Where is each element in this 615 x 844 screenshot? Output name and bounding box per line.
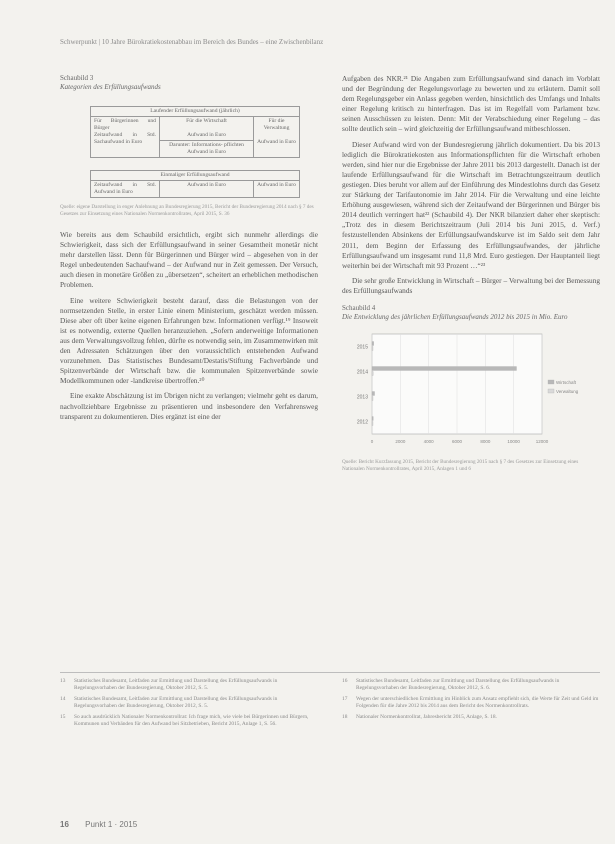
- ongoing-administration: Für die Verwaltung Aufwand in Euro: [254, 117, 300, 158]
- x-tick-label: 6000: [451, 438, 463, 444]
- legend-swatch: [548, 380, 554, 384]
- footnote-number: 14: [60, 696, 66, 702]
- x-tick-label: 2000: [395, 438, 406, 444]
- footnote: [342, 696, 600, 710]
- bar: [372, 341, 374, 345]
- expenditure-bar-chart: [342, 322, 600, 452]
- y-category-label: 2015: [356, 344, 368, 351]
- y-category-label: 2014: [356, 369, 368, 376]
- footnote: [60, 678, 310, 692]
- onetime-header: Einmaliger Erfüllungsaufwand: [91, 171, 300, 181]
- schaubild4-source: Quelle: Bericht Kurzfassung 2015, Bericht der Bundesregierung 2015 nach § 7 des Gesetzes zur Einsetzung eines Nationalen Normenkontrollrates, April 2015, Anlagen 1 und 6: [342, 459, 579, 473]
- running-header: Schwerpunkt | 10 Jahre Bürokratiekostenabbau im Bereich des Bundes – eine Zwischenbilanz: [60, 38, 324, 46]
- x-tick-label: 8000: [480, 438, 491, 444]
- schaubild4-label: Schaubild 4: [342, 303, 376, 312]
- footnote: [342, 714, 600, 721]
- footnote: [342, 678, 600, 692]
- page-number: 16: [60, 820, 69, 829]
- footnote-text: So auch ausdrücklich Nationaler Normenkontrollrat: Ich frage mich, wie viele bei Bürgerinnen und Bürgern, Kommunen und Verbänden für den Aufwand bei Sitzbetrieben, Bericht 2015, Anlage 1, S. 56.: [74, 714, 309, 727]
- paragraph: Aufgaben des NKR.²¹ Die Angaben zum Erfüllungsaufwand sind danach im Vorblatt und der Begründung der Regelungsvorlage zu bewerten und zu erläutern. Damit soll dem Regelungsgeber ein Anlass gegeben werden, hinsichtlich des Umfangs und Inhalts einer Regelung kritisch zu hinterfragen. Das ist im Regelfall vom Parlament bzw. seinen Ausschüssen zu leisten. Denn: Mit der Verabschiedung einer Regelung – das sollte deutlich sein – wird gleichzeitig der Erfüllungsaufwand mitbeschlossen.: [342, 74, 600, 134]
- y-category-label: 2013: [356, 394, 368, 401]
- bar: [372, 371, 373, 375]
- bar: [372, 366, 517, 370]
- x-tick-label: 0: [370, 438, 374, 444]
- left-column: [60, 74, 318, 427]
- footnote-text: Statistisches Bundesamt, Leitfaden zur Ermittlung und Darstellung des Erfüllungsaufwands in Regelungsvorhaben der Bundesregierung, Oktober 2012, S. 5.: [74, 696, 278, 709]
- footnote-text: Statistisches Bundesamt, Leitfaden zur Ermittlung und Darstellung des Erfüllungsaufwands in Regelungsvorhaben der Bundesregierung, Oktober 2012, S. 5.: [74, 678, 278, 691]
- onetime-administration: Aufwand in Euro: [254, 181, 300, 198]
- x-tick-label: 12000: [535, 438, 549, 444]
- onetime-citizens: Zeitaufwand in Std. Aufwand in Euro: [91, 181, 160, 198]
- footnote-text: Statistisches Bundesamt, Leitfaden zur Ermittlung und Darstellung des Erfüllungsaufwands in Regelungsvorhaben der Bundesregierung, Oktober 2012, S. 6.: [356, 678, 560, 691]
- schaubild3-title: Kategorien des Erfüllungsaufwands: [60, 83, 161, 91]
- ongoing-business: Für die Wirtschaft Aufwand in Euro: [159, 117, 253, 141]
- legend-label: Verwaltung: [556, 388, 579, 394]
- footnote-number: 13: [60, 678, 66, 684]
- bar: [372, 346, 373, 350]
- paragraph: Die sehr große Entwicklung in Wirtschaft – Bürger – Verwaltung bei der Bemessung des Erfüllungsaufwands: [342, 275, 600, 295]
- footnote-text: Nationaler Normenkontrollrat, Jahresbericht 2015, Anlage, S. 18.: [356, 714, 497, 720]
- ongoing-citizens: Für Bürgerinnen und Bürger Zeitaufwand in Std. Sachaufwand in Euro: [91, 117, 160, 158]
- paragraph: Dieser Aufwand wird von der Bundesregierung jährlich dokumentiert. Da bis 2013 lediglich die Bürokratiekosten aus Informationspflichten für die Wirtschaft erhoben werden, sind hier nur die Ergebnisse der Jahre 2011 bis 2013 dargestellt. Danach ist der laufende Erfüllungsaufwand für die Wirtschaft im Betrachtungszeitraum deutlich gestiegen. Dies beruht vor allem auf der Einführung des Mindestlohns durch das Gesetz zur Stärkung der Tarifautonomie im Jahr 2014. Für die Verwaltung und eine leichte Erhöhung ausgewiesen, während sich der Zeitaufwand der Bürgerinnen und Bürger bis 2014 deutlich verringert hat²² (Schaubild 4). Der NKR bilanziert daher eher skeptisch: „Trotz des in diesem Berichtszeitraum (Juli 2014 bis Juni 2015, d. Verf.) festzustellenden Absinkens der Erfüllungsaufwandskurve ist im Saldo seit dem Jahr 2011, dem Beginn der Erfassung des Erfüllungsaufwandes, der jährliche Erfüllungsaufwand um insgesamt rund 11,8 Mrd. Euro gestiegen. Der Hauptanteil liegt weiterhin bei der Wirtschaft mit 93 Prozent …“²³: [342, 139, 600, 270]
- legend-label: Wirtschaft: [556, 379, 577, 385]
- schaubild3-source: Quelle: eigene Darstellung in enger Anlehnung an Bundesregierung 2015, Bericht der Bundesregierung 2014 nach § 7 des Gesetzes zur Einsetzung eines Nationalen Normenkontrollrates, April 2015, S. 36: [60, 204, 314, 217]
- x-tick-label: 10000: [507, 438, 520, 444]
- footnote-number: 18: [342, 714, 348, 720]
- footnote-divider: [60, 672, 600, 673]
- footnote-number: 15: [60, 714, 66, 720]
- ongoing-header: Laufender Erfüllungsaufwand (jährlich): [91, 107, 300, 117]
- footnotes-left: [60, 678, 310, 732]
- legend-swatch: [548, 389, 554, 393]
- page-footer: [60, 820, 137, 829]
- x-tick-label: 4000: [423, 438, 434, 444]
- footnote-text: Wegen der unterschiedlichen Ermittlung im Hinblick zum Ansatz empfiehlt sich, die Werte für Zeit und Geld im Folgenden für die Jahre 2012 bis 2014 aus dem Bericht des Normenkontrollrats.: [356, 696, 599, 709]
- category-table-ongoing: [90, 106, 300, 158]
- paragraph: Eine weitere Schwierigkeit besteht darauf, dass die Belastungen von der normsetzenden Stelle, in erster Linie einem Ministerium, geschätzt werden müssen. Diese aber oft über keine eigenen Erfahrungen bzw. Informationen verfügt.¹⁹ Insoweit ist es notwendig, externe Quellen heranzuziehen. „Sofern anderweitige Informationen aus dem Verwaltungsvollzug fehlen, dürfte es notwendig sein, im Zusammenwirken mit den Adressaten Schätzungen über den voraussichtlich entstehenden Aufwand vorzunehmen. Das Statistisches Bundesamt/Destatis/Stiftung Fachverbände und Spitzenverbände der Wirtschaft bzw. die kommunalen Spitzenverbände sowie Modellkommunen oder -landkreise übertroffen.²⁰: [60, 295, 318, 386]
- bar: [372, 391, 375, 395]
- paragraph: Wie bereits aus dem Schaubild ersichtlich, ergibt sich nunmehr allerdings die Schwierigkeit, dass sich der Erfüllungsaufwand in seiner Gesamtheit monetär nicht mehr darstellen lässt. Denn für Bürgerinnen und Bürger wird – abgesehen von in der Regel unbedeutenden Sachaufwand – der Aufwand nur in Zeit gemessen. Der Versuch, auch diesen in monetäre Größen zu „übersetzen“, scheitert an erheblichen methodischen Problemen.: [60, 230, 318, 290]
- schaubild3-label: Schaubild 3: [60, 74, 94, 82]
- y-category-label: 2012: [356, 419, 368, 426]
- bar: [372, 396, 373, 400]
- right-column: [342, 74, 600, 485]
- ongoing-info-obligations: Darunter: Informations- pflichten Aufwand in Euro: [159, 141, 253, 158]
- footnote: [60, 696, 310, 710]
- footnote-number: 16: [342, 678, 348, 684]
- bar: [372, 416, 373, 420]
- onetime-business: Aufwand in Euro: [159, 181, 253, 198]
- footnotes-right: [342, 678, 600, 725]
- category-table-onetime: [90, 170, 300, 198]
- footnote-number: 17: [342, 696, 348, 702]
- issue-label: Punkt 1 · 2015: [85, 820, 138, 829]
- paragraph: Eine exakte Abschätzung ist im Übrigen nicht zu verlangen; vielmehr geht es darum, nachvollziehbare Ergebnisse zu präsentieren und insbesondere den Verfahrensweg transparent zu dokumentieren. Dies ergänzt ist eine der: [60, 391, 318, 421]
- schaubild4-title: Die Entwicklung des jährlichen Erfüllungsaufwands 2012 bis 2015 in Mio. Euro: [342, 312, 568, 321]
- footnote: [60, 714, 310, 728]
- bar: [372, 421, 373, 425]
